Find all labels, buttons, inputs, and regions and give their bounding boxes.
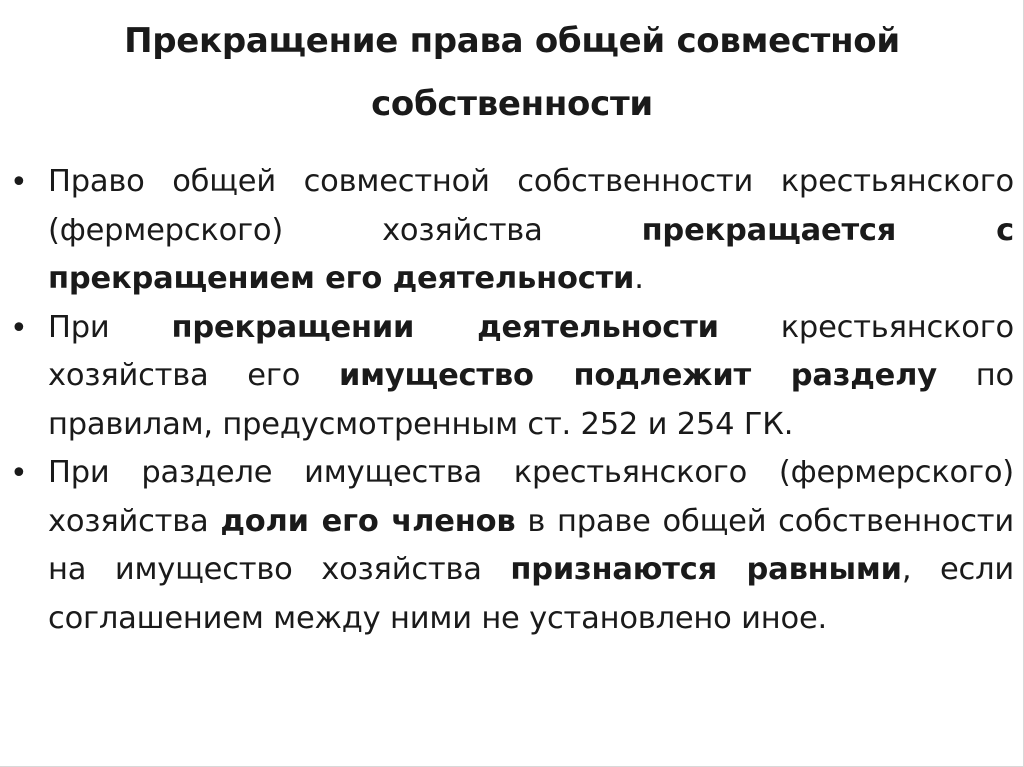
bullet-text [48,449,1014,643]
bullet-item [8,304,1014,450]
bullet-item [8,158,1014,304]
text-run-bold: признаются равными [510,552,902,587]
bullet-text [48,304,1014,450]
text-run: крестьянского хозяйства его [48,309,1014,393]
text-run: , если соглашением между ними не установлено иное. [48,552,1014,636]
bullet-marker: • [10,310,28,346]
text-run: в праве общей собственности на имущество хозяйства [48,503,1014,587]
text-run: . [634,261,644,296]
text-run-bold: имущество подлежит разделу [338,358,937,393]
bullet-list [8,158,1014,643]
bullet-marker: • [10,456,28,491]
text-run: по правилам, предусмотренным ст. 252 и 254 ГК. [48,358,1014,442]
bullet-text [48,158,1014,304]
text-run-bold: прекращении деятельности [171,309,719,345]
text-run-bold: прекращается с прекращением его деятельности [48,212,1014,296]
text-run: При разделе имущества крестьянского (фермерского) хозяйства [48,455,1014,539]
text-run-bold: доли его членов [220,503,516,539]
text-run: Право общей совместной собственности крестьянского (фермерского) хозяйства [48,164,1014,248]
text-run: При [48,309,172,345]
bullet-item [8,449,1014,643]
slide-title: Прекращение права общей совместной собственности [124,21,900,124]
bullet-marker: • [10,165,28,200]
